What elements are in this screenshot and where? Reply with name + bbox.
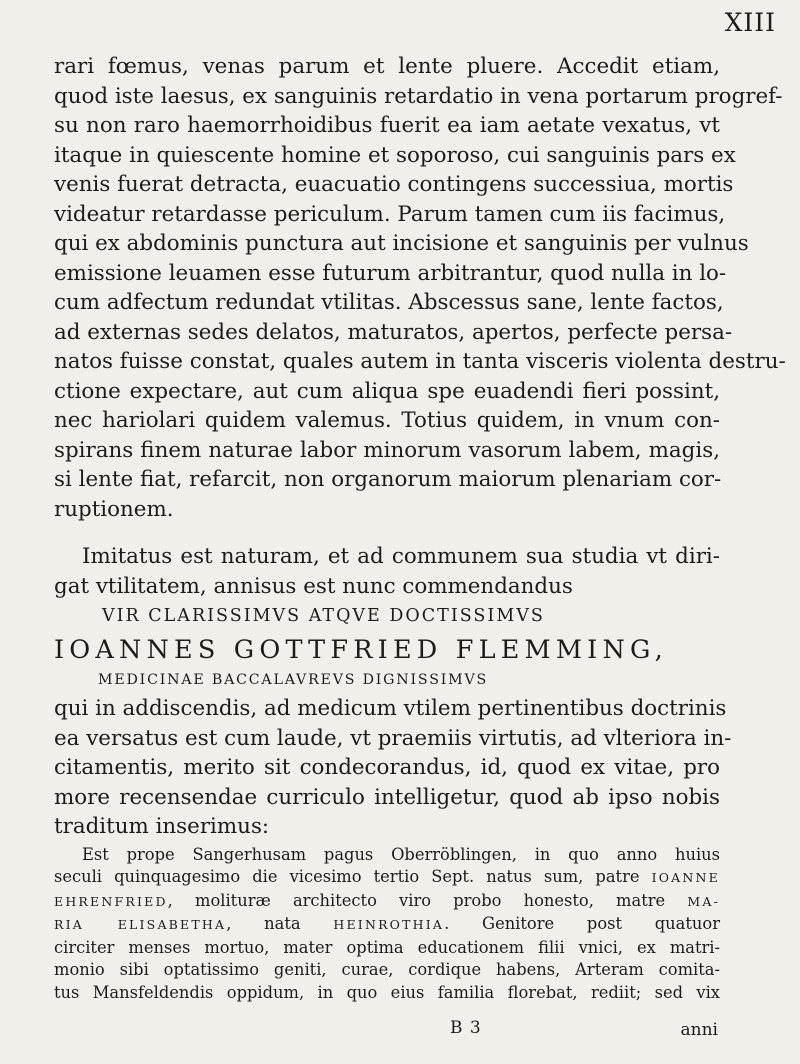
text-line: gat vtilitatem, annisus est nunc commendandus <box>54 573 573 599</box>
text-line: traditum inserimus: <box>54 814 270 839</box>
text-line: more recensendae curriculo intelligetur, quod ab ipso nobis <box>54 784 720 810</box>
cv-line: circiter menses mortuo, mater optima educationem filii vnici, ex matri- <box>54 937 720 957</box>
cv-line <box>54 866 720 890</box>
page-number: XIII <box>724 8 776 37</box>
text-line: natos fuisse constat, quales autem in tanta visceris violenta destru- <box>54 349 786 374</box>
father-second-name: EHRENFRIED <box>54 893 168 909</box>
paragraph-gap <box>54 524 720 542</box>
curriculum-vitae <box>54 844 720 1005</box>
text-line: itaque in quiescente homine et soporoso, cui sanguinis pars ex <box>54 142 736 168</box>
text-line: si lente fiat, refarcit, non organorum maiorum plenariam cor- <box>54 467 722 492</box>
cv-text: , nata <box>226 914 301 934</box>
cv-text: . Genitore post quatuor <box>444 914 720 934</box>
mother-family-name: HEINROTHIA <box>333 917 445 933</box>
text-line: nec hariolari quidem valemus. Totius quidem, in vnum con- <box>54 408 720 433</box>
text-line: su non raro haemorrhoidibus fuerit ea iam aetate vexatus, vt <box>54 113 720 138</box>
text-line: Imitatus est naturam, et ad communem sua studia vt diri- <box>82 544 720 569</box>
body-text <box>54 52 786 1005</box>
cv-line <box>54 913 720 937</box>
name-block <box>54 601 720 694</box>
text-line: ad externas sedes delatos, maturatos, apertos, perfecte persa- <box>54 319 733 345</box>
text-line: emissione leuamen esse futurum arbitrantur, quod nulla in lo- <box>54 260 727 286</box>
text-line: qui ex abdominis punctura aut incisione et sanguinis per vulnus <box>54 231 749 256</box>
honorific-line: VIR CLARISSIMVS ATQVE DOCTISSIMVS <box>102 606 545 626</box>
text-line: ea versatus est cum laude, vt praemiis virtutis, ad vlteriora in- <box>54 725 732 751</box>
cv-line: Est prope Sangerhusam pagus Oberröblingen, in quo anno huius <box>82 844 720 864</box>
degree-line: MEDICINAE BACCALAVREVS DIGNISSIMVS <box>98 672 489 688</box>
text-line: ruptionem. <box>54 496 174 522</box>
candidate-name: IOANNES GOTTFRIED FLEMMING, <box>54 635 668 665</box>
cv-text: , molituræ architecto viro probo honesto, matre <box>167 890 666 910</box>
text-line: videatur retardasse periculum. Parum tamen cum iis facimus, <box>54 201 726 227</box>
cv-text: seculi quinquagesimo die vicesimo tertio Sept. natus sum, patre <box>54 867 640 887</box>
paragraph-2 <box>54 542 720 601</box>
cv-line <box>54 890 720 914</box>
text-line: quod iste laesus, ex sanguinis retardatio in vena portarum progref- <box>54 83 783 109</box>
text-line: rari fœmus, venas parum et lente pluere. Accedit etiam, <box>54 54 720 79</box>
signature-mark: B 3 <box>450 1018 482 1038</box>
text-line: citamentis, merito sit condecorandus, id, quod ex vitae, pro <box>54 755 720 780</box>
text-line: venis fuerat detracta, euacuatio contingens successiua, mortis <box>54 172 734 197</box>
cv-line: tus Mansfeldendis oppidum, in quo eius familia florebat, rediit; sed vix <box>54 983 720 1003</box>
paragraph-1 <box>54 52 786 524</box>
mother-name-part: MA- <box>687 893 720 909</box>
text-line: spirans finem naturae labor minorum vasorum labem, magis, <box>54 437 720 463</box>
cv-line: monio sibi optatissimo geniti, curae, cordique habens, Arteram comita- <box>54 960 720 980</box>
father-first-name: IOANNE <box>651 870 720 886</box>
text-line: qui in addiscendis, ad medicum vtilem pertinentibus doctrinis <box>54 696 727 721</box>
mother-name: RIA ELISABETHA <box>54 917 227 933</box>
paragraph-3 <box>54 694 732 842</box>
catchword: anni <box>680 1020 718 1040</box>
text-line: cum adfectum redundat vtilitas. Abscessus sane, lente factos, <box>54 290 724 315</box>
text-line: ctione expectare, aut cum aliqua spe euadendi fieri possint, <box>54 378 720 404</box>
